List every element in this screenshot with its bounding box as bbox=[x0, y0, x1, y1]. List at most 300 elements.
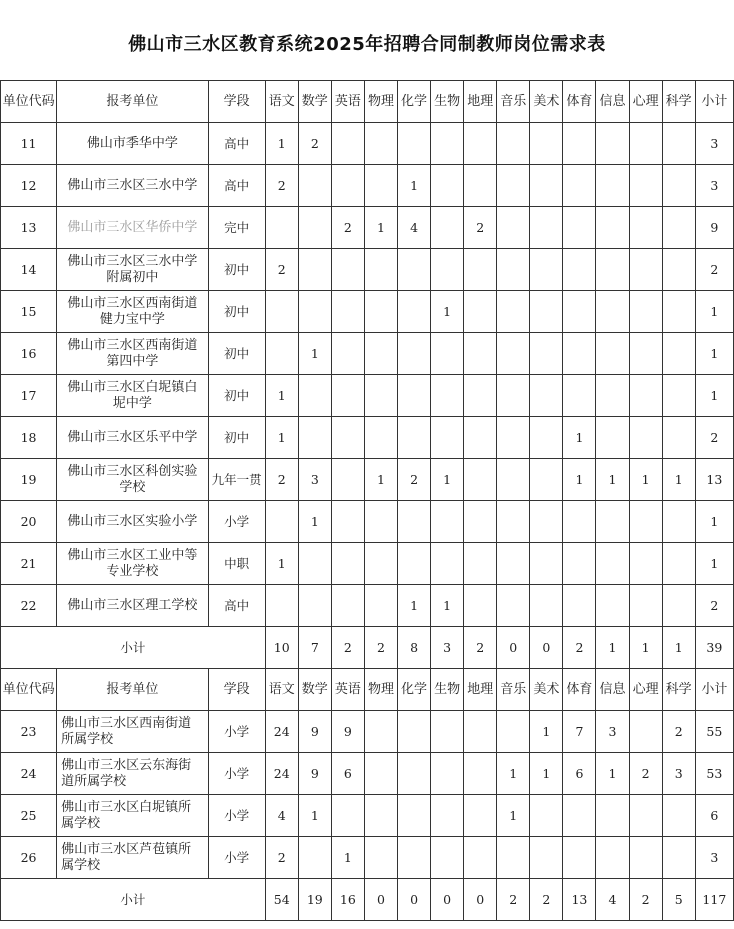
subject-count bbox=[331, 249, 364, 291]
subject-count: 1 bbox=[629, 459, 662, 501]
subject-count bbox=[596, 543, 629, 585]
row-total: 53 bbox=[695, 753, 733, 795]
subject-count bbox=[662, 249, 695, 291]
row-total: 3 bbox=[695, 837, 733, 879]
header-unit: 报考单位 bbox=[57, 81, 208, 123]
subject-count bbox=[596, 501, 629, 543]
header-subject: 信息 bbox=[596, 669, 629, 711]
subject-count bbox=[364, 753, 397, 795]
school-stage: 小学 bbox=[208, 753, 265, 795]
subject-count: 2 bbox=[265, 837, 298, 879]
subject-count bbox=[563, 837, 596, 879]
subject-count bbox=[265, 291, 298, 333]
unit-name: 佛山市三水区西南街道健力宝中学 bbox=[57, 291, 208, 333]
header-subject: 语文 bbox=[265, 669, 298, 711]
unit-name: 佛山市三水区云东海街道所属学校 bbox=[57, 753, 208, 795]
subject-count bbox=[629, 291, 662, 333]
subject-count bbox=[596, 249, 629, 291]
subject-count bbox=[596, 795, 629, 837]
subject-count bbox=[431, 501, 464, 543]
subject-count bbox=[662, 123, 695, 165]
unit-name: 佛山市三水区西南街道所属学校 bbox=[57, 711, 208, 753]
subject-count bbox=[596, 375, 629, 417]
header-subject: 英语 bbox=[331, 81, 364, 123]
subject-count bbox=[364, 543, 397, 585]
table-row bbox=[1, 543, 734, 585]
subtotal-count: 10 bbox=[265, 627, 298, 669]
subject-count bbox=[265, 207, 298, 249]
subject-count bbox=[563, 585, 596, 627]
subject-count bbox=[596, 417, 629, 459]
subject-count bbox=[530, 123, 563, 165]
row-total: 3 bbox=[695, 123, 733, 165]
header-subject: 语文 bbox=[265, 81, 298, 123]
subject-count: 1 bbox=[265, 417, 298, 459]
header-subject: 数学 bbox=[298, 669, 331, 711]
subject-count: 1 bbox=[530, 753, 563, 795]
table-row bbox=[1, 459, 734, 501]
subject-count bbox=[331, 459, 364, 501]
page-title: 佛山市三水区教育系统2025年招聘合同制教师岗位需求表 bbox=[128, 34, 606, 55]
subject-count bbox=[331, 543, 364, 585]
subject-count: 1 bbox=[364, 459, 397, 501]
row-total: 1 bbox=[695, 333, 733, 375]
subject-count bbox=[464, 165, 497, 207]
subject-count bbox=[464, 375, 497, 417]
subject-count bbox=[530, 585, 563, 627]
unit-code: 26 bbox=[1, 837, 57, 879]
table-row bbox=[1, 123, 734, 165]
subtotal-count: 2 bbox=[364, 627, 397, 669]
subtotal-count: 3 bbox=[431, 627, 464, 669]
row-total: 2 bbox=[695, 585, 733, 627]
header-subject: 信息 bbox=[596, 81, 629, 123]
subject-count: 2 bbox=[265, 249, 298, 291]
subject-count: 3 bbox=[298, 459, 331, 501]
subtotal-count: 2 bbox=[563, 627, 596, 669]
subject-count bbox=[563, 501, 596, 543]
row-total: 13 bbox=[695, 459, 733, 501]
subject-count bbox=[331, 165, 364, 207]
header-subject: 美术 bbox=[530, 669, 563, 711]
subject-count bbox=[530, 165, 563, 207]
subject-count bbox=[398, 753, 431, 795]
school-stage: 小学 bbox=[208, 837, 265, 879]
row-total: 1 bbox=[695, 543, 733, 585]
subject-count bbox=[497, 711, 530, 753]
subject-count bbox=[431, 417, 464, 459]
subject-count bbox=[530, 795, 563, 837]
unit-name: 佛山市三水区白坭镇白坭中学 bbox=[57, 375, 208, 417]
unit-code: 18 bbox=[1, 417, 57, 459]
subtotal-count: 8 bbox=[398, 627, 431, 669]
subject-count bbox=[497, 249, 530, 291]
subtotal-total: 117 bbox=[695, 879, 733, 921]
subject-count: 7 bbox=[563, 711, 596, 753]
subject-count bbox=[431, 711, 464, 753]
header-subject: 地理 bbox=[464, 81, 497, 123]
table-row bbox=[1, 333, 734, 375]
subject-count bbox=[563, 123, 596, 165]
unit-name: 佛山市季华中学 bbox=[57, 123, 208, 165]
subject-count bbox=[431, 543, 464, 585]
subject-count bbox=[629, 585, 662, 627]
subject-count: 1 bbox=[431, 459, 464, 501]
subject-count: 6 bbox=[331, 753, 364, 795]
subtotal-row bbox=[1, 627, 734, 669]
header-subject: 化学 bbox=[398, 669, 431, 711]
unit-name: 佛山市三水区西南街道第四中学 bbox=[57, 333, 208, 375]
subject-count bbox=[629, 333, 662, 375]
subject-count bbox=[464, 837, 497, 879]
subtotal-count: 4 bbox=[596, 879, 629, 921]
subject-count bbox=[398, 249, 431, 291]
subject-count: 1 bbox=[364, 207, 397, 249]
unit-code: 14 bbox=[1, 249, 57, 291]
unit-code: 23 bbox=[1, 711, 57, 753]
subject-count: 24 bbox=[265, 753, 298, 795]
subject-count bbox=[530, 501, 563, 543]
header-total: 小计 bbox=[695, 81, 733, 123]
subject-count bbox=[431, 165, 464, 207]
table-row bbox=[1, 585, 734, 627]
unit-name: 佛山市三水区白坭镇所属学校 bbox=[57, 795, 208, 837]
subject-count: 2 bbox=[629, 753, 662, 795]
subject-count bbox=[662, 375, 695, 417]
subject-count: 9 bbox=[331, 711, 364, 753]
subject-count: 1 bbox=[265, 543, 298, 585]
subject-count bbox=[331, 375, 364, 417]
subject-count bbox=[265, 333, 298, 375]
subject-count bbox=[629, 417, 662, 459]
school-stage: 初中 bbox=[208, 375, 265, 417]
subject-count bbox=[431, 123, 464, 165]
subject-count bbox=[364, 333, 397, 375]
subject-count bbox=[563, 249, 596, 291]
school-stage: 初中 bbox=[208, 417, 265, 459]
row-total: 55 bbox=[695, 711, 733, 753]
subtotal-count: 0 bbox=[464, 879, 497, 921]
subject-count bbox=[497, 333, 530, 375]
subject-count bbox=[563, 291, 596, 333]
table-row bbox=[1, 711, 734, 753]
unit-code: 11 bbox=[1, 123, 57, 165]
subject-count bbox=[464, 711, 497, 753]
header-row bbox=[1, 81, 734, 123]
subject-count: 2 bbox=[464, 207, 497, 249]
subject-count: 1 bbox=[596, 459, 629, 501]
subject-count bbox=[629, 123, 662, 165]
subject-count bbox=[431, 333, 464, 375]
subject-count bbox=[530, 417, 563, 459]
subject-count bbox=[629, 711, 662, 753]
subject-count bbox=[398, 711, 431, 753]
subject-count: 1 bbox=[497, 795, 530, 837]
subject-count bbox=[398, 291, 431, 333]
subject-count bbox=[398, 375, 431, 417]
subject-count: 1 bbox=[298, 795, 331, 837]
header-subject: 体育 bbox=[563, 81, 596, 123]
subject-count bbox=[298, 837, 331, 879]
subject-count bbox=[464, 753, 497, 795]
subtotal-count: 2 bbox=[629, 879, 662, 921]
subtotal-count: 5 bbox=[662, 879, 695, 921]
subject-count bbox=[464, 249, 497, 291]
row-total: 1 bbox=[695, 375, 733, 417]
header-subject: 音乐 bbox=[497, 669, 530, 711]
subject-count bbox=[431, 837, 464, 879]
subject-count bbox=[629, 795, 662, 837]
header-stage: 学段 bbox=[208, 81, 265, 123]
header-subject: 地理 bbox=[464, 669, 497, 711]
row-total: 1 bbox=[695, 291, 733, 333]
table-row bbox=[1, 249, 734, 291]
subject-count bbox=[464, 291, 497, 333]
row-total: 2 bbox=[695, 249, 733, 291]
subject-count bbox=[596, 123, 629, 165]
subject-count bbox=[530, 291, 563, 333]
subject-count: 1 bbox=[530, 711, 563, 753]
subject-count: 1 bbox=[563, 459, 596, 501]
header-total: 小计 bbox=[695, 669, 733, 711]
table-row bbox=[1, 165, 734, 207]
header-subject: 物理 bbox=[364, 669, 397, 711]
header-code: 单位代码 bbox=[1, 81, 57, 123]
subject-count bbox=[364, 165, 397, 207]
subject-count bbox=[497, 165, 530, 207]
subject-count: 1 bbox=[662, 459, 695, 501]
subject-count: 2 bbox=[298, 123, 331, 165]
subject-count bbox=[331, 333, 364, 375]
subject-count bbox=[298, 543, 331, 585]
subject-count bbox=[431, 207, 464, 249]
subtotal-count: 54 bbox=[265, 879, 298, 921]
school-stage: 初中 bbox=[208, 291, 265, 333]
subject-count: 1 bbox=[331, 837, 364, 879]
subject-count bbox=[464, 459, 497, 501]
subject-count bbox=[331, 501, 364, 543]
subject-count bbox=[596, 291, 629, 333]
subject-count bbox=[530, 207, 563, 249]
subject-count bbox=[662, 501, 695, 543]
subject-count: 1 bbox=[265, 123, 298, 165]
unit-code: 24 bbox=[1, 753, 57, 795]
subject-count bbox=[596, 207, 629, 249]
subject-count bbox=[265, 585, 298, 627]
school-stage: 中职 bbox=[208, 543, 265, 585]
subject-count: 4 bbox=[265, 795, 298, 837]
subject-count bbox=[364, 585, 397, 627]
school-stage: 初中 bbox=[208, 249, 265, 291]
subject-count: 2 bbox=[265, 165, 298, 207]
table-row bbox=[1, 753, 734, 795]
subtotal-count: 0 bbox=[398, 879, 431, 921]
unit-code: 25 bbox=[1, 795, 57, 837]
subject-count bbox=[331, 123, 364, 165]
subject-count bbox=[497, 123, 530, 165]
subject-count bbox=[431, 249, 464, 291]
subject-count bbox=[364, 501, 397, 543]
subject-count bbox=[530, 543, 563, 585]
table-row bbox=[1, 837, 734, 879]
subject-count: 1 bbox=[596, 753, 629, 795]
subject-count bbox=[662, 795, 695, 837]
subject-count bbox=[662, 291, 695, 333]
unit-code: 22 bbox=[1, 585, 57, 627]
subject-count bbox=[596, 837, 629, 879]
subject-count bbox=[298, 165, 331, 207]
subject-count bbox=[298, 291, 331, 333]
subject-count: 2 bbox=[662, 711, 695, 753]
subject-count bbox=[563, 333, 596, 375]
unit-code: 19 bbox=[1, 459, 57, 501]
header-subject: 心理 bbox=[629, 669, 662, 711]
subtotal-label: 小计 bbox=[1, 627, 266, 669]
header-subject: 体育 bbox=[563, 669, 596, 711]
subject-count bbox=[662, 165, 695, 207]
subject-count: 1 bbox=[563, 417, 596, 459]
subtotal-count: 16 bbox=[331, 879, 364, 921]
subject-count bbox=[398, 333, 431, 375]
subject-count bbox=[398, 837, 431, 879]
subject-count bbox=[563, 375, 596, 417]
header-subject: 科学 bbox=[662, 81, 695, 123]
school-stage: 初中 bbox=[208, 333, 265, 375]
subtotal-total: 39 bbox=[695, 627, 733, 669]
school-stage: 小学 bbox=[208, 501, 265, 543]
subject-count bbox=[431, 795, 464, 837]
school-stage: 小学 bbox=[208, 711, 265, 753]
subtotal-count: 0 bbox=[497, 627, 530, 669]
subject-count bbox=[497, 375, 530, 417]
table-row bbox=[1, 417, 734, 459]
subject-count bbox=[629, 249, 662, 291]
subject-count bbox=[331, 795, 364, 837]
subtotal-row bbox=[1, 879, 734, 921]
subject-count: 24 bbox=[265, 711, 298, 753]
school-stage: 高中 bbox=[208, 123, 265, 165]
unit-name: 佛山市三水区三水中学 bbox=[57, 165, 208, 207]
subject-count bbox=[629, 165, 662, 207]
subject-count: 1 bbox=[497, 753, 530, 795]
unit-code: 13 bbox=[1, 207, 57, 249]
header-subject: 美术 bbox=[530, 81, 563, 123]
subject-count bbox=[364, 249, 397, 291]
unit-code: 21 bbox=[1, 543, 57, 585]
subject-count bbox=[265, 501, 298, 543]
subject-count bbox=[364, 123, 397, 165]
row-total: 6 bbox=[695, 795, 733, 837]
subject-count bbox=[331, 585, 364, 627]
subtotal-count: 2 bbox=[331, 627, 364, 669]
subject-count bbox=[530, 459, 563, 501]
unit-name: 佛山市三水区工业中等专业学校 bbox=[57, 543, 208, 585]
subject-count bbox=[662, 543, 695, 585]
unit-code: 16 bbox=[1, 333, 57, 375]
subject-count bbox=[398, 543, 431, 585]
subject-count bbox=[298, 249, 331, 291]
header-subject: 科学 bbox=[662, 669, 695, 711]
subject-count bbox=[464, 333, 497, 375]
subtotal-count: 2 bbox=[530, 879, 563, 921]
subject-count bbox=[464, 123, 497, 165]
header-subject: 英语 bbox=[331, 669, 364, 711]
subject-count bbox=[662, 207, 695, 249]
subject-count bbox=[298, 585, 331, 627]
subject-count: 2 bbox=[331, 207, 364, 249]
subtotal-count: 13 bbox=[563, 879, 596, 921]
subject-count bbox=[662, 417, 695, 459]
subtotal-count: 1 bbox=[596, 627, 629, 669]
subject-count bbox=[596, 165, 629, 207]
subtotal-count: 0 bbox=[431, 879, 464, 921]
subject-count bbox=[563, 165, 596, 207]
subject-count: 1 bbox=[298, 333, 331, 375]
subject-count bbox=[464, 543, 497, 585]
subject-count bbox=[364, 417, 397, 459]
subject-count bbox=[298, 417, 331, 459]
school-stage: 高中 bbox=[208, 585, 265, 627]
subject-count bbox=[364, 837, 397, 879]
subject-count: 2 bbox=[265, 459, 298, 501]
subject-count: 3 bbox=[596, 711, 629, 753]
subject-count bbox=[464, 795, 497, 837]
recruitment-table bbox=[0, 80, 734, 921]
row-total: 1 bbox=[695, 501, 733, 543]
row-total: 3 bbox=[695, 165, 733, 207]
unit-name: 佛山市三水区乐平中学 bbox=[57, 417, 208, 459]
subject-count bbox=[530, 375, 563, 417]
subtotal-count: 19 bbox=[298, 879, 331, 921]
subject-count bbox=[629, 375, 662, 417]
unit-name: 佛山市三水区科创实验学校 bbox=[57, 459, 208, 501]
header-subject: 化学 bbox=[398, 81, 431, 123]
header-code: 单位代码 bbox=[1, 669, 57, 711]
unit-code: 12 bbox=[1, 165, 57, 207]
subject-count bbox=[563, 207, 596, 249]
unit-name: 佛山市三水区三水中学附属初中 bbox=[57, 249, 208, 291]
subject-count bbox=[530, 837, 563, 879]
table-row bbox=[1, 291, 734, 333]
subject-count: 4 bbox=[398, 207, 431, 249]
subtotal-count: 2 bbox=[464, 627, 497, 669]
subject-count bbox=[464, 417, 497, 459]
subject-count bbox=[563, 795, 596, 837]
subject-count: 1 bbox=[398, 585, 431, 627]
unit-name: 佛山市三水区华侨中学 bbox=[57, 207, 208, 249]
header-subject: 数学 bbox=[298, 81, 331, 123]
subject-count bbox=[530, 249, 563, 291]
subject-count: 1 bbox=[265, 375, 298, 417]
subject-count bbox=[497, 585, 530, 627]
unit-code: 20 bbox=[1, 501, 57, 543]
table-row bbox=[1, 501, 734, 543]
subject-count bbox=[629, 501, 662, 543]
table-row bbox=[1, 795, 734, 837]
subject-count: 1 bbox=[298, 501, 331, 543]
subject-count bbox=[629, 837, 662, 879]
subject-count bbox=[596, 585, 629, 627]
subject-count bbox=[629, 207, 662, 249]
unit-name: 佛山市三水区芦苞镇所属学校 bbox=[57, 837, 208, 879]
subject-count bbox=[497, 543, 530, 585]
subject-count: 3 bbox=[662, 753, 695, 795]
subject-count bbox=[431, 375, 464, 417]
subject-count bbox=[497, 459, 530, 501]
subtotal-count: 0 bbox=[364, 879, 397, 921]
subject-count bbox=[364, 291, 397, 333]
subtotal-count: 1 bbox=[629, 627, 662, 669]
